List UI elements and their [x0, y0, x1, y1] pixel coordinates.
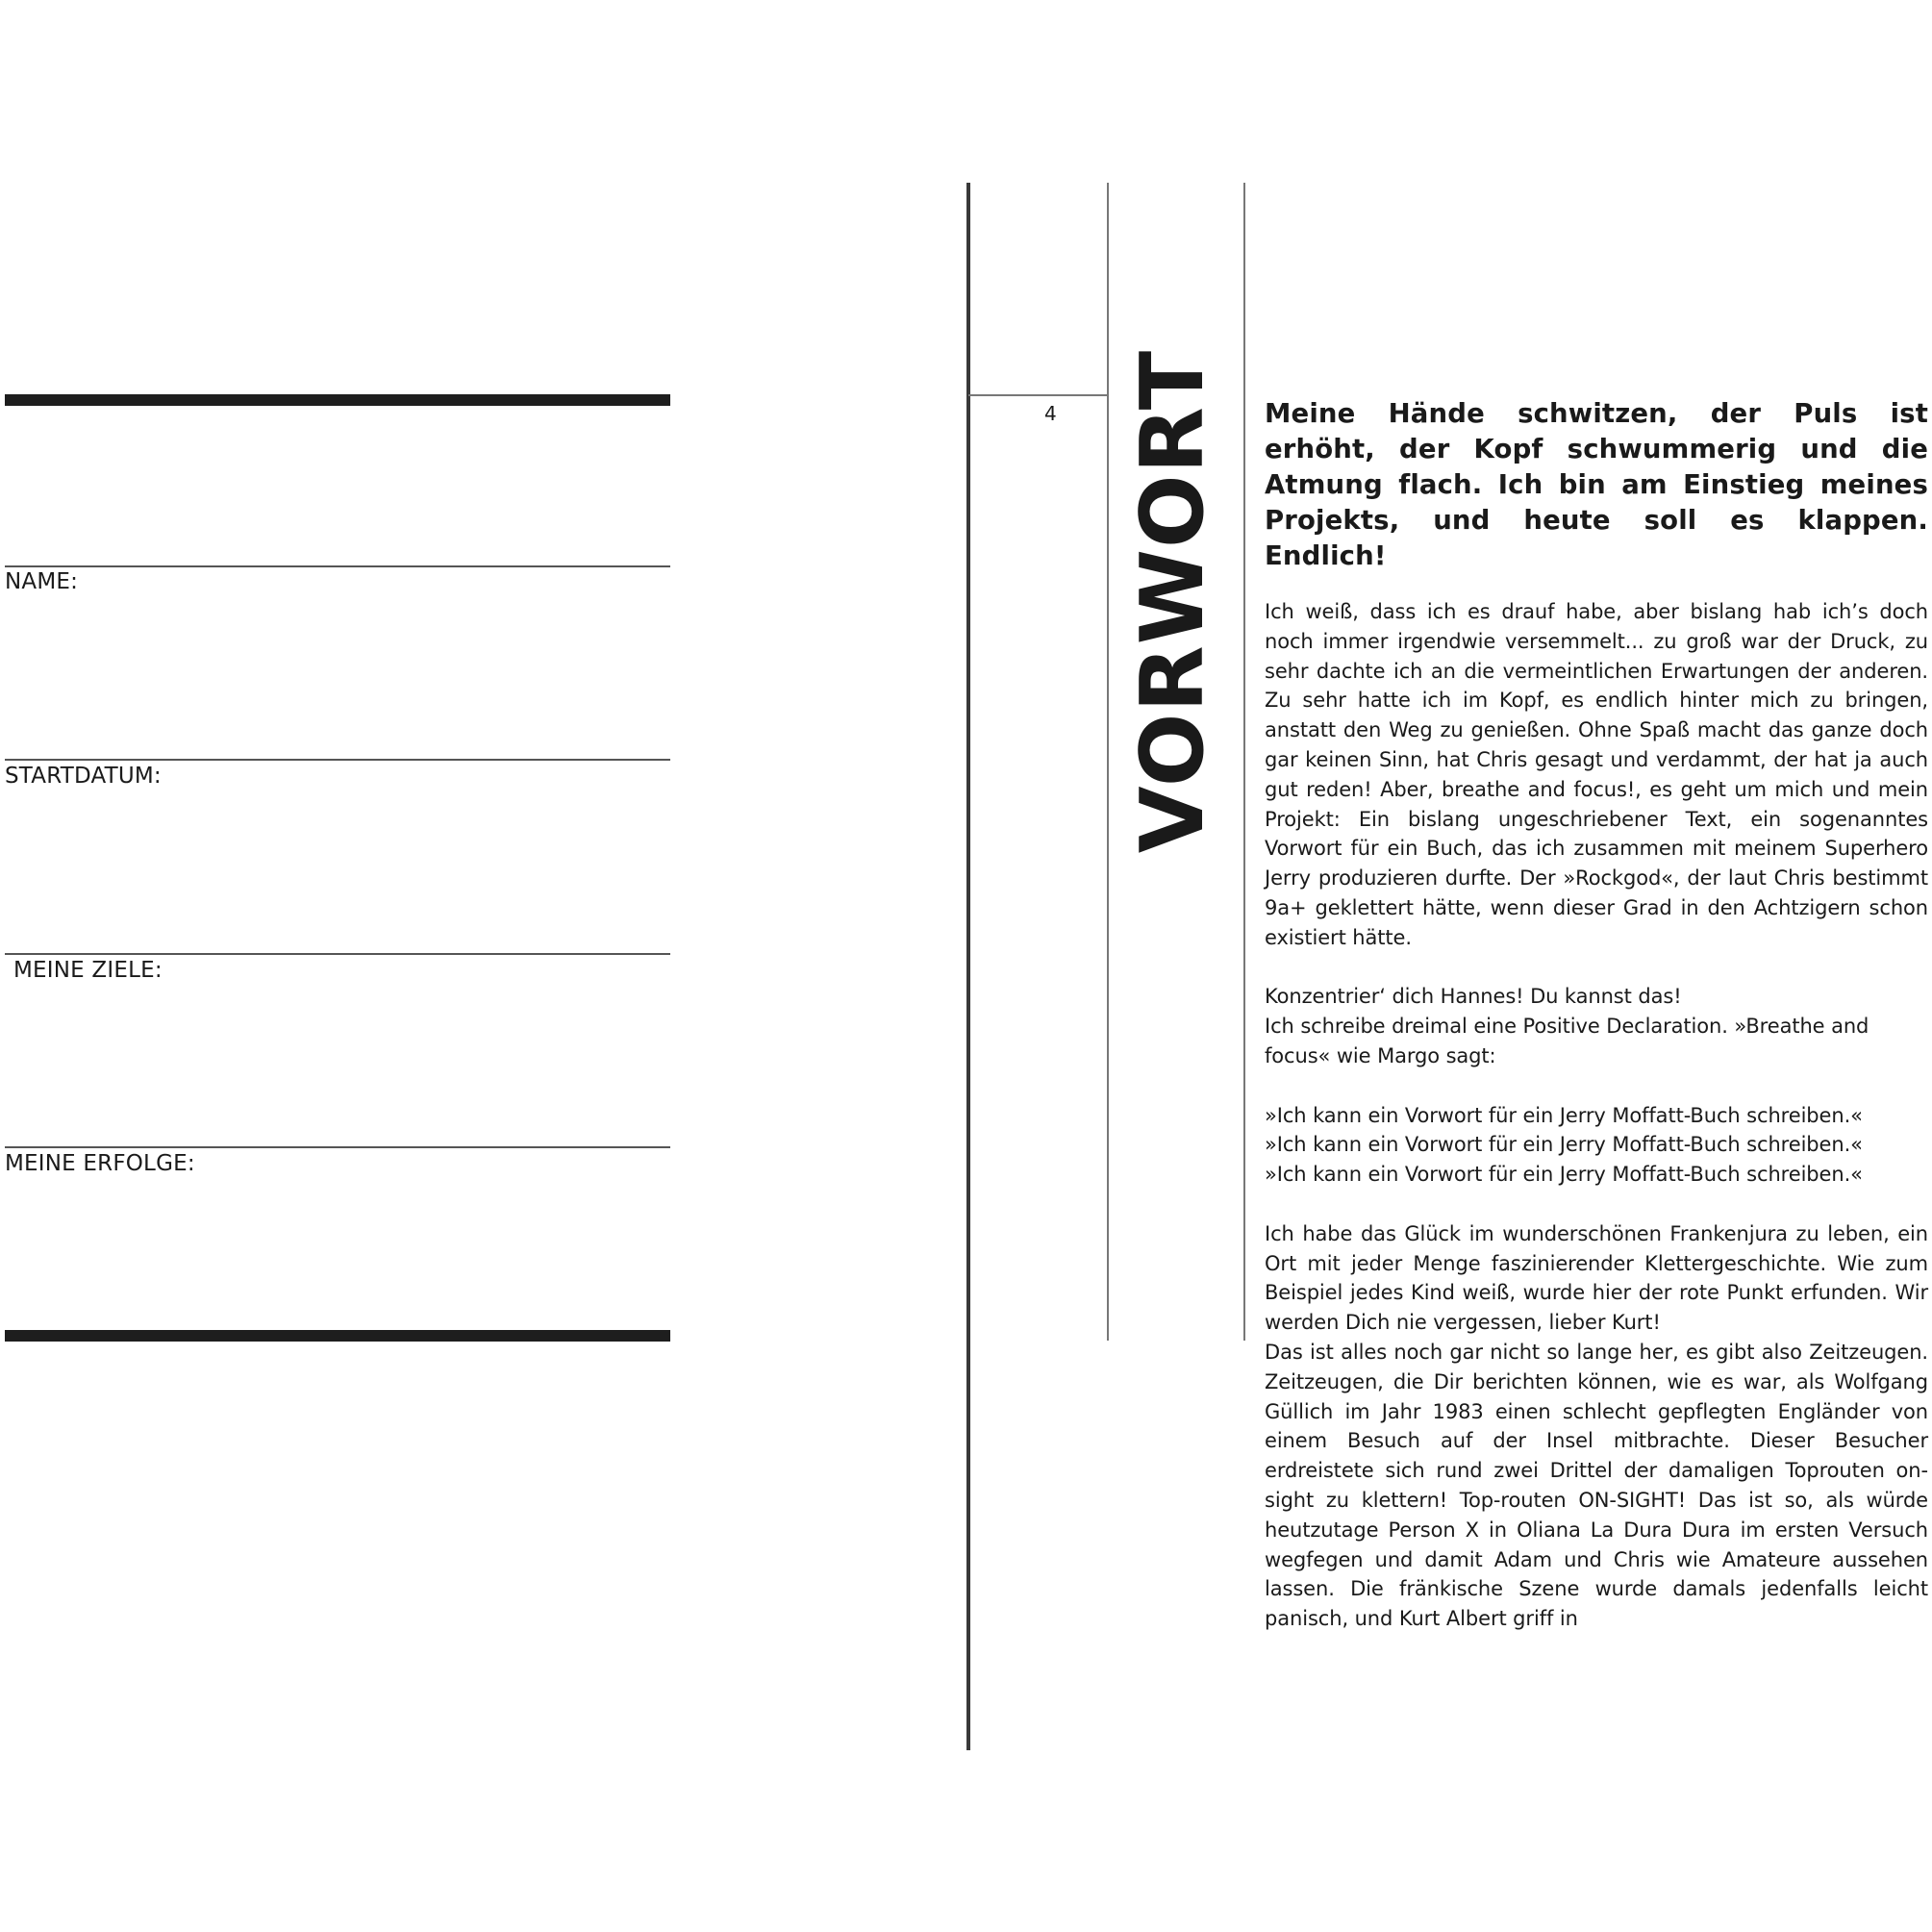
erfolge-label: MEINE ERFOLGE:: [5, 1151, 195, 1176]
text-column: [1265, 396, 1928, 1634]
startdatum-label: STARTDATUM:: [5, 764, 162, 789]
ziele-rule: [5, 953, 670, 955]
name-label: NAME:: [5, 569, 79, 594]
bottom-thick-rule: [5, 1330, 670, 1342]
declaration-line: »Ich kann ein Vorwort für ein Jerry Moffatt-Buch schreiben.«: [1265, 1103, 1863, 1127]
chapter-title: VORWORT: [1122, 349, 1224, 853]
lead-paragraph: Meine Hände schwitzen, der Puls ist erhöht, der Kopf schwummerig und die Atmung flach. Ich bin am Einstieg meines Projekts, und heute soll es klappen. Endlich!: [1265, 398, 1928, 571]
declaration-line: »Ich kann ein Vorwort für ein Jerry Moffatt-Buch schreiben.«: [1265, 1133, 1863, 1157]
name-rule: [5, 565, 670, 567]
declaration-line: »Ich kann ein Vorwort für ein Jerry Moffatt-Buch schreiben.«: [1265, 1163, 1863, 1187]
page-number: 4: [1044, 402, 1057, 425]
erfolge-rule: [5, 1146, 670, 1148]
paragraph-3b: Das ist alles noch gar nicht so lange her, es gibt also Zeitzeugen. Zeitzeugen, die Dir berichten können, wie es war, als Wolfgang Güllich im Jahr 1983 einen schlecht gepflegten Engländer von einem Besuch auf der Insel mitbrachte. Dieser Besucher erdreistete sich rund zwei Drittel der damaligen Toprouten on-sight zu klettern! Top-routen ON-SIGHT! Das ist so, als würde heutzutage Person X in Oliana La Dura Dura im ersten Versuch wegfegen und damit Adam und Chris wie Amateure aussehen lassen. Die fränkische Szene wurde damals jedenfalls leicht panisch, und Kurt Albert griff in: [1265, 1340, 1928, 1631]
top-thick-rule: [5, 394, 670, 406]
declarations-list: [1265, 1101, 1928, 1190]
paragraph-3a: Ich habe das Glück im wunderschönen Frankenjura zu leben, ein Ort mit jeder Menge faszinierender Klettergeschichte. Wie zum Beispiel jedes Kind weiß, wurde hier der rote Punkt erfunden. Wir werden Dich nie vergessen, lieber Kurt!: [1265, 1221, 1928, 1335]
ziele-label: MEINE ZIELE:: [13, 958, 163, 983]
paragraph-2: Konzentrier‘ dich Hannes! Du kannst das! Ich schreibe dreimal eine Positive Declaration. »Breathe and focus« wie Margo sagt:: [1265, 985, 1869, 1067]
startdatum-rule: [5, 759, 670, 761]
paragraph-1: Ich weiß, dass ich es drauf habe, aber bislang hab ich’s doch noch immer irgendwie versemmelt... zu groß war der Druck, zu sehr dachte ich an die vermeintlichen Erwartungen der anderen. Zu sehr hatte ich im Kopf, es endlich hinter mich zu bringen, anstatt den Weg zu genießen. Ohne Spaß macht das ganze doch gar keinen Sinn, hat Chris gesagt und verdammt, der hat ja auch gut reden! Aber, breathe and focus!, es geht um mich und mein Projekt: Ein bislang ungeschriebener Text, ein sogenanntes Vorwort für ein Buch, das ich zusammen mit meinem Superhero Jerry produzieren durfte. Der »Rockgod«, der laut Chris bestimmt 9a+ geklettert hätte, wenn dieser Grad in den Achtzigern schon existiert hätte.: [1265, 600, 1928, 949]
